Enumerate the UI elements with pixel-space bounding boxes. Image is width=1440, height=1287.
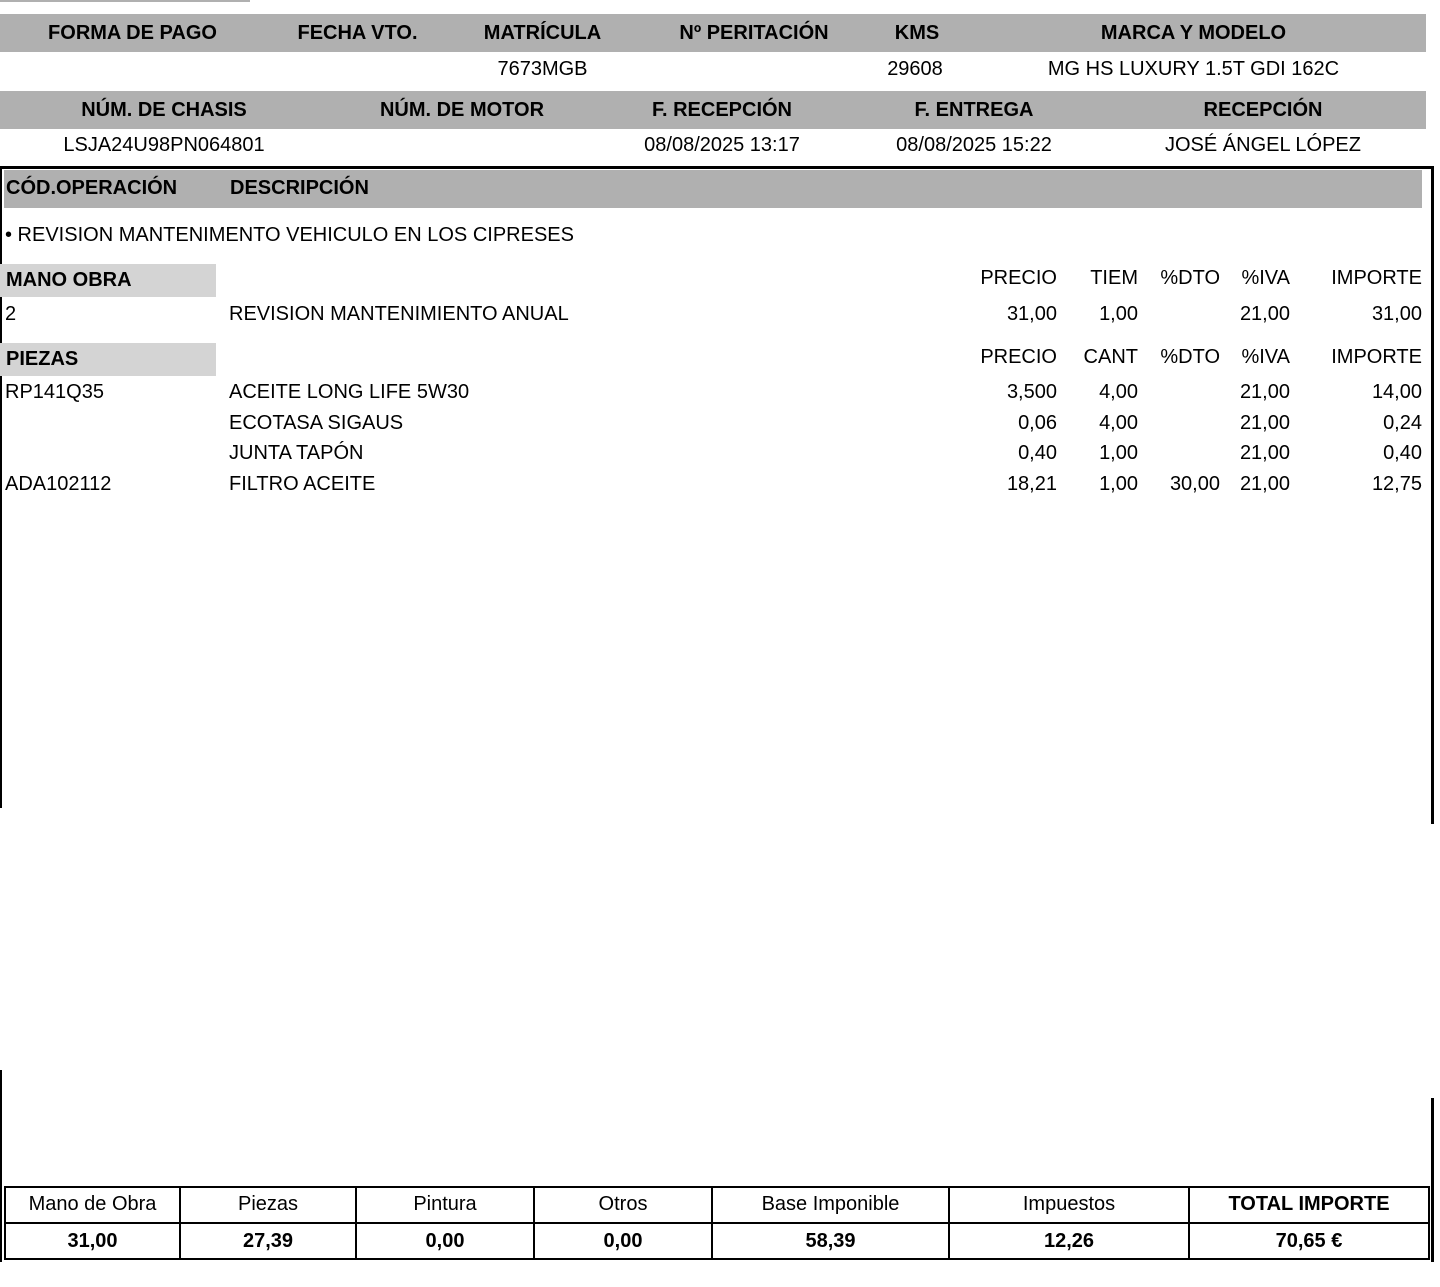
- main-box-left-border: [0, 166, 2, 808]
- header-f-recepcion: F. RECEPCIÓN: [651, 99, 793, 121]
- table-header: [4, 170, 1422, 208]
- row-code: ADA102112: [5, 473, 112, 495]
- total-value-otros: 0,00: [603, 1230, 643, 1252]
- row-precio: 0,40: [1018, 442, 1057, 464]
- row-iva: 21,00: [1239, 442, 1290, 464]
- pz-col-cant: CANT: [1083, 346, 1138, 368]
- value-marca-modelo: MG HS LUXURY 1.5T GDI 162C: [1047, 58, 1340, 80]
- main-box-right-border: [1431, 166, 1434, 824]
- header-peritacion: Nº PERITACIÓN: [679, 22, 829, 44]
- total-value-impuestos: 12,26: [1043, 1230, 1095, 1252]
- total-label-mano-obra: Mano de Obra: [28, 1193, 157, 1215]
- row-qty: 1,00: [1099, 473, 1138, 495]
- total-value-base-imponible: 58,39: [805, 1230, 856, 1252]
- row-desc: JUNTA TAPÓN: [229, 442, 364, 464]
- value-f-entrega: 08/08/2025 15:22: [896, 134, 1052, 156]
- pz-col-dto: %DTO: [1160, 346, 1220, 368]
- total-value-total-importe: 70,65 €: [1275, 1230, 1343, 1252]
- pz-col-iva: %IVA: [1241, 346, 1290, 368]
- value-f-recepcion: 08/08/2025 13:17: [644, 134, 800, 156]
- total-value-mano-obra: 31,00: [67, 1230, 118, 1252]
- lower-box-right-border: [1431, 1098, 1434, 1262]
- value-kms: 29608: [887, 58, 943, 80]
- col-descripcion: DESCRIPCIÓN: [230, 177, 369, 199]
- mo-col-dto: %DTO: [1160, 267, 1220, 289]
- total-label-pintura: Pintura: [413, 1193, 477, 1215]
- header-forma-de-pago: FORMA DE PAGO: [48, 22, 217, 44]
- row-iva: 21,00: [1239, 412, 1290, 434]
- row-qty: 1,00: [1099, 442, 1138, 464]
- value-matricula: 7673MGB: [497, 58, 588, 80]
- total-label-otros: Otros: [598, 1193, 648, 1215]
- header-recepcion: RECEPCIÓN: [1203, 99, 1323, 121]
- row-precio: 18,21: [1006, 473, 1057, 495]
- mano-obra-label: MANO OBRA: [0, 264, 216, 297]
- total-value-piezas: 27,39: [242, 1230, 294, 1252]
- main-box-top-border: [0, 166, 1434, 169]
- header-band-1: [0, 14, 1426, 52]
- row-iva: 21,00: [1239, 303, 1290, 325]
- row-qty: 1,00: [1099, 303, 1138, 325]
- total-label-base-imponible: Base Imponible: [761, 1193, 900, 1215]
- mo-col-precio: PRECIO: [980, 267, 1057, 289]
- row-importe: 31,00: [1371, 303, 1422, 325]
- row-desc: FILTRO ACEITE: [229, 473, 376, 495]
- total-label-total-importe: TOTAL IMPORTE: [1228, 1193, 1390, 1215]
- value-chasis: LSJA24U98PN064801: [63, 134, 265, 156]
- row-iva: 21,00: [1239, 381, 1290, 403]
- value-recepcion: JOSÉ ÁNGEL LÓPEZ: [1165, 134, 1361, 156]
- row-code: 2: [5, 303, 17, 325]
- header-values-1: [0, 50, 1426, 88]
- header-fecha-vto: FECHA VTO.: [297, 22, 418, 44]
- row-qty: 4,00: [1099, 412, 1138, 434]
- header-band-2: [0, 91, 1426, 129]
- totals-table: [4, 1186, 1430, 1260]
- row-desc: ACEITE LONG LIFE 5W30: [229, 381, 470, 403]
- total-value-pintura: 0,00: [425, 1230, 465, 1252]
- row-importe: 0,24: [1383, 412, 1422, 434]
- totals-row-divider: [6, 1222, 1428, 1224]
- row-desc: ECOTASA SIGAUS: [229, 412, 404, 434]
- row-dto: 30,00: [1169, 473, 1220, 495]
- row-importe: 12,75: [1371, 473, 1422, 495]
- pz-col-importe: IMPORTE: [1331, 346, 1422, 368]
- lower-box-left-border: [0, 1070, 2, 1262]
- row-precio: 3,500: [1006, 381, 1057, 403]
- header-f-entrega: F. ENTREGA: [914, 99, 1034, 121]
- header-marca-modelo: MARCA Y MODELO: [1100, 22, 1287, 44]
- total-label-impuestos: Impuestos: [1022, 1193, 1116, 1215]
- header-kms: KMS: [894, 22, 940, 44]
- row-qty: 4,00: [1099, 381, 1138, 403]
- header-values-2: [0, 126, 1426, 164]
- piezas-label: PIEZAS: [0, 343, 216, 376]
- pz-col-precio: PRECIO: [980, 346, 1057, 368]
- mo-col-importe: IMPORTE: [1331, 267, 1422, 289]
- mo-col-tiem: TIEM: [1090, 267, 1138, 289]
- mo-col-iva: %IVA: [1241, 267, 1290, 289]
- row-precio: 31,00: [1006, 303, 1057, 325]
- row-iva: 21,00: [1239, 473, 1290, 495]
- operation-title: • REVISION MANTENIMENTO VEHICULO EN LOS CIPRESES: [5, 224, 574, 246]
- row-importe: 14,00: [1371, 381, 1422, 403]
- total-label-piezas: Piezas: [237, 1193, 299, 1215]
- row-desc: REVISION MANTENIMIENTO ANUAL: [229, 303, 569, 325]
- top-tab-strip: [0, 0, 250, 2]
- header-matricula: MATRÍCULA: [483, 22, 602, 44]
- row-code: RP141Q35: [5, 381, 104, 403]
- row-importe: 0,40: [1383, 442, 1422, 464]
- row-precio: 0,06: [1018, 412, 1057, 434]
- header-chasis: NÚM. DE CHASIS: [81, 99, 247, 121]
- header-motor: NÚM. DE MOTOR: [379, 99, 545, 121]
- col-cod-operacion: CÓD.OPERACIÓN: [6, 177, 178, 199]
